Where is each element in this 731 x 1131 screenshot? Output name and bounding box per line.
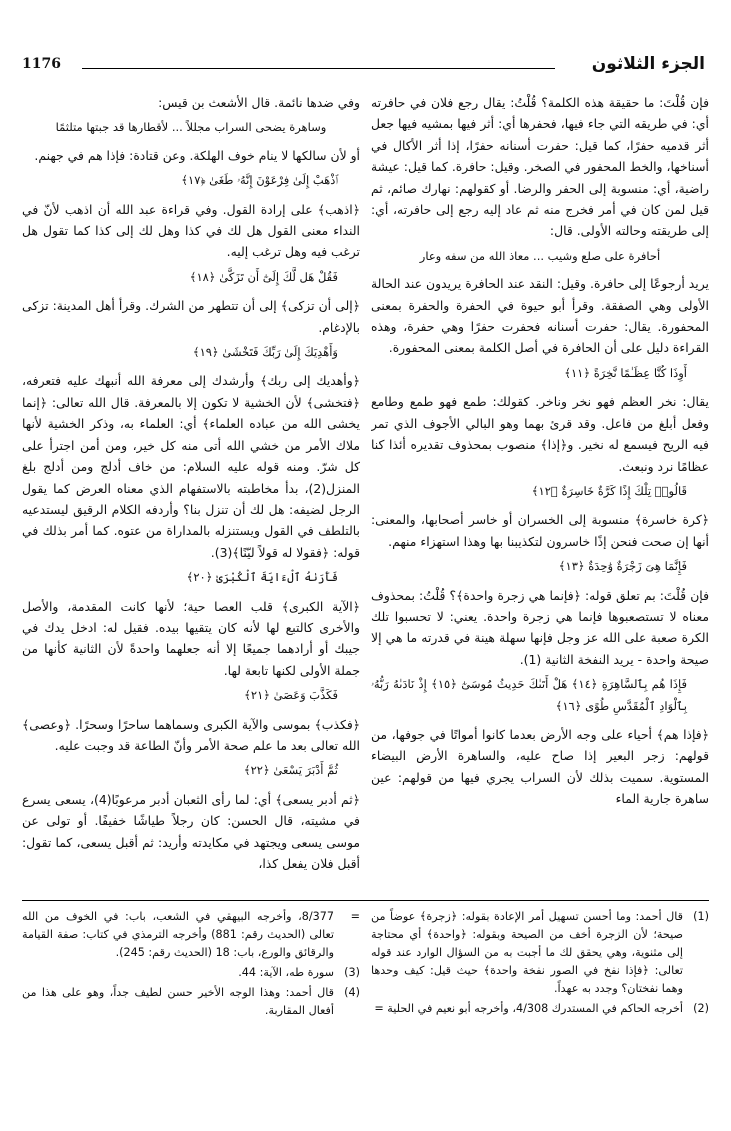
poem-verse: وساهرة يضحى السراب مجللاً ... لأقطارها قد جبتها متلثمًا xyxy=(55,120,327,135)
quran-verse: فَأَرَىٰهُ ٱلْءَايَةَ ٱلْكُبْرَىٰ ﴿٢٠﴾ xyxy=(186,570,338,585)
footnote-number: = xyxy=(350,910,360,923)
paragraph: ﴿ثم أدبر يسعى﴾ أي: لما رأى الثعبان أدبر مرعوبًا(4)، يسعى يسرع في مشيته، قال الحسن: كان رجلاً طياشًا خفيفًا. أو تولى عن موسى يسعى ويجتهد في مكايدته وأريد: ثم أقبل يسعى، كما تقول: أقبل فلان يفعل كذا، xyxy=(22,791,360,871)
footnote-text: أخرجه الحاكم في المستدرك 4/308، وأخرجه أبو نعيم في الحلية = xyxy=(374,1002,683,1015)
running-title: الجزء الثلاثون xyxy=(591,54,705,74)
left-text-column xyxy=(22,92,360,887)
paragraph: ﴿إلى أن تزكى﴾ إلى أن تتطهر من الشرك. وقرأ أهل المدينة: تزكى بالإدغام. xyxy=(22,298,360,335)
footnote-number: (4) xyxy=(344,986,360,999)
footnote xyxy=(22,908,360,962)
paragraph: فإن قُلْتَ: ما حقيقة هذه الكلمة؟ قُلْتُ: يقال رجع فلان في حافرته أي: في طريقه التي جاء فيها، فحفرها أي: أثر فيها بمشيه فيها جعل أثر قدميه حفرًا، كما قيل: حفرت أسنانه حفرًا، إذا أثر الأكال في أسناخها، والخط المحفور في الصخر. وقيل: حافرة. كما قيل: عيشة راضية، أي: منسوبة إلى الحفر والرضا. أو كقولهم: نهارك صائم، ثم قيل لمن كان في أمر فخرج منه ثم عاد إليه رجع إلى حافرته، أي: إلى طريقته وحالته الأولى. قال: xyxy=(371,95,709,239)
paragraph: ﴿كرة خاسرة﴾ منسوبة إلى الخسران أو خاسر أصحابها، والمعنى: أنها إن صحت فنحن إذًا خاسرون لتكذيبنا بها وهذا استهزاء منهم. xyxy=(371,512,709,549)
footnote-number: (2) xyxy=(693,1002,709,1015)
paragraph: ﴿فكذب﴾ بموسى والآية الكبرى وسماهما ساحرًا وسحرًا. ﴿وعصى﴾ الله تعالى بعد ما علم صحة الأمر وأنّ الطاعة قد وجبت عليه. xyxy=(22,716,360,753)
paragraph: فإن قُلْتَ: بم تعلق قوله: ﴿فإنما هي زجرة واحدة﴾؟ قُلْتُ: بمحذوف معناه لا تستصعبوها فإنما هي زجرة واحدة. يعني: لا تحسبوا تلك الكرة صعبة على الله عز وجل فإنها سهلة هينة في قدرته ما هي إلا صيحة واحدة - يريد النفخة الثانية (1). xyxy=(371,587,709,667)
footnote xyxy=(22,984,360,1020)
quran-verse: فَإِذَا هُم بِٱلسَّاهِرَةِ ﴿١٤﴾ هَلْ أَتَىٰكَ حَدِيثُ مُوسَىٰٓ ﴿١٥﴾ إِذْ نَادَىٰهُ رَبُّهُۥ بِٱلْوَادِ ٱلْمُقَدَّسِ طُوًى ﴿١٦﴾ xyxy=(371,677,687,713)
footnote-text: قال أحمد: وهذا الوجه الأخير حسن لطيف جداً، وهو على هذا من أفعال المقاربة. xyxy=(22,986,334,1017)
paragraph: يقال: نخر العظم فهو نخر وناخر. كقولك: طمع فهو طمع وطامع وفعل أبلغ من فاعل. وقد قرئ بهما وهو البالي الأجوف الذي تمر فيه الريح فيسمع له نخير. و﴿إذا﴾ منصوب بمحذوف تقديره أئذا كنا عظامًا نرد ونبعث. xyxy=(371,394,709,474)
footnote xyxy=(371,908,709,998)
quran-verse: ثُمَّ أَدْبَرَ يَسْعَىٰ ﴿٢٢﴾ xyxy=(243,763,338,778)
right-text-column xyxy=(371,92,709,887)
paragraph: ﴿فإذا هم﴾ أحياء على وجه الأرض بعدما كانوا أمواتًا في جوفها، من قولهم: زجر البعير إذا صاح عليه، والساهرة الأرض البيضاء المستوية. سميت بذلك لأن السراب يجري فيها من قولهم: عين ساهرة جارية الماء xyxy=(371,726,709,807)
footnote xyxy=(22,964,360,982)
quran-verse: فَقُلْ هَل لَّكَ إِلَىٰٓ أَن تَزَكَّىٰ ﴿١٨﴾ xyxy=(189,269,338,284)
footnote-number: (3) xyxy=(344,966,360,979)
paragraph: ﴿وأهديك إلى ربك﴾ وأرشدك إلى معرفة الله أنبهك عليه فتعرفه، ﴿فتخشى﴾ لأن الخشية لا تكون إلا بالمعرفة. قال الله تعالى: ﴿إنما يخشى الله من عباده العلماء﴾ أي: العلماء به، وذكر الخشية لأنها ملاك الأمر من خشي الله أتى منه كل خير، ومن أمن اجترأ على كل شرّ. ومنه قوله عليه السلام: من خاف أدلج ومن أدلج بلغ المنزل(2)، بدأ مخاطبته بالاستفهام الذي معناه العرض كما يقول الرجل لضيفه: هل لك أن تنزل بنا؟ وأردفه الكلام الرقيق ليستدعيه بالتلطف في القول ويستنزله بالمداراة من عتوه. كما أمر بذلك في قوله: ﴿فقولا له قولاً ليّنًا﴾(3). xyxy=(22,373,360,560)
footnote-number: (1) xyxy=(693,910,709,923)
footnote-text: 8/377، وأخرجه البيهقي في الشعب، باب: في الخوف من الله تعالى (الحديث رقم: 881) وأخرجه الترمذي في كتاب: صفة القيامة والرقائق والورع، باب: 18 (الحديث رقم: 245). xyxy=(22,910,334,959)
quran-verse: فَكَذَّبَ وَعَصَىٰ ﴿٢١﴾ xyxy=(244,688,338,703)
quran-verse: أَوِذَا كُنَّا عِظَـٰمًا نَّخِرَةً ﴿١١﴾ xyxy=(564,365,687,380)
quran-verse: فَإِنَّمَا هِىَ زَجْرَةٌ وَٰحِدَةٌ ﴿١٣﴾ xyxy=(558,559,687,574)
paragraph: أو لأن سالكها لا ينام خوف الهلكة. وعن قتادة: فإذا هم في جهنم. xyxy=(34,147,360,163)
poem-verse: أحافرة على صلع وشيب ... معاذ الله من سفه وعار xyxy=(419,248,661,263)
page-header xyxy=(22,52,705,82)
quran-verse: ٱذْهَبْ إِلَىٰ فِرْعَوْنَ إِنَّهُۥ طَغَىٰ ﴿١٧﴾ xyxy=(181,173,338,188)
paragraph: ﴿الآية الكبرى﴾ قلب العصا حية؛ لأنها كانت المقدمة، والأصل والأخرى كالتبع لها لأنه كان يتقيها بيده. فقيل له: ادخل يدك في جيبك أو أرادهما جميعًا إلا أنه جعلهما واحدةً لأن الثانية كأنها من جملة الأولى لكنها تابعة لها. xyxy=(22,598,360,678)
footnote-text: سورة طه، الآية: 44. xyxy=(238,966,334,979)
footnotes-left xyxy=(22,908,360,1022)
footnote-text: قال أحمد: وما أحسن تسهيل أمر الإعادة بقوله: ﴿زجرة﴾ عوضاً من صيحة؛ لأن الزجرة أخف من الصيحة وبقوله: ﴿واحدة﴾ أي محتاجة إلى مثنوية، وهي يحقق لك ما أجبت به من السؤال الوارد عند قوله تعالى: ﴿فإذا نفخ في الصور نفخة واحدة﴾ حيث قيل: كيف وحدها وهما نفختان؟ وجدد به عهداً. xyxy=(371,910,683,995)
paragraph: وفي ضدها نائمة. قال الأشعث بن قيس: xyxy=(158,95,360,110)
footnote xyxy=(371,1000,709,1018)
quran-verse: وَأَهْدِيَكَ إِلَىٰ رَبِّكَ فَتَخْشَىٰ ﴿١٩﴾ xyxy=(192,345,338,360)
paragraph: يريد أرجوعًا إلى حافرة. وقيل: النقد عند الحافرة يريدون عند الحالة الأولى وهي الصفقة. وقرأ أبو حيوة في الحفرة والحفرة بمعنى المحفورة. يقال: حفرت أسنانه فحفرت حفرًا وهي حفرة، وهذه القراءة دليل على أن الحافرة في أصل الكلمة بمعنى المحفورة. xyxy=(371,276,709,356)
footnote-separator xyxy=(22,900,709,901)
footnotes-right xyxy=(371,908,709,1020)
quran-verse: قَالُوا۟ تِلْكَ إِذًا كَرَّةٌ خَاسِرَةٌ ﴿١٢﴾ xyxy=(531,483,687,498)
page-number: 1176 xyxy=(22,56,61,72)
paragraph: ﴿اذهب﴾ على إرادة القول. وفي قراءة عبد الله أن اذهب لأنّ في النداء معنى القول هل لك في كذا وهل لك إلى كذا كما تقول هل ترغب فيه وهل ترغب إليه. xyxy=(22,201,360,260)
header-rule xyxy=(82,68,555,69)
